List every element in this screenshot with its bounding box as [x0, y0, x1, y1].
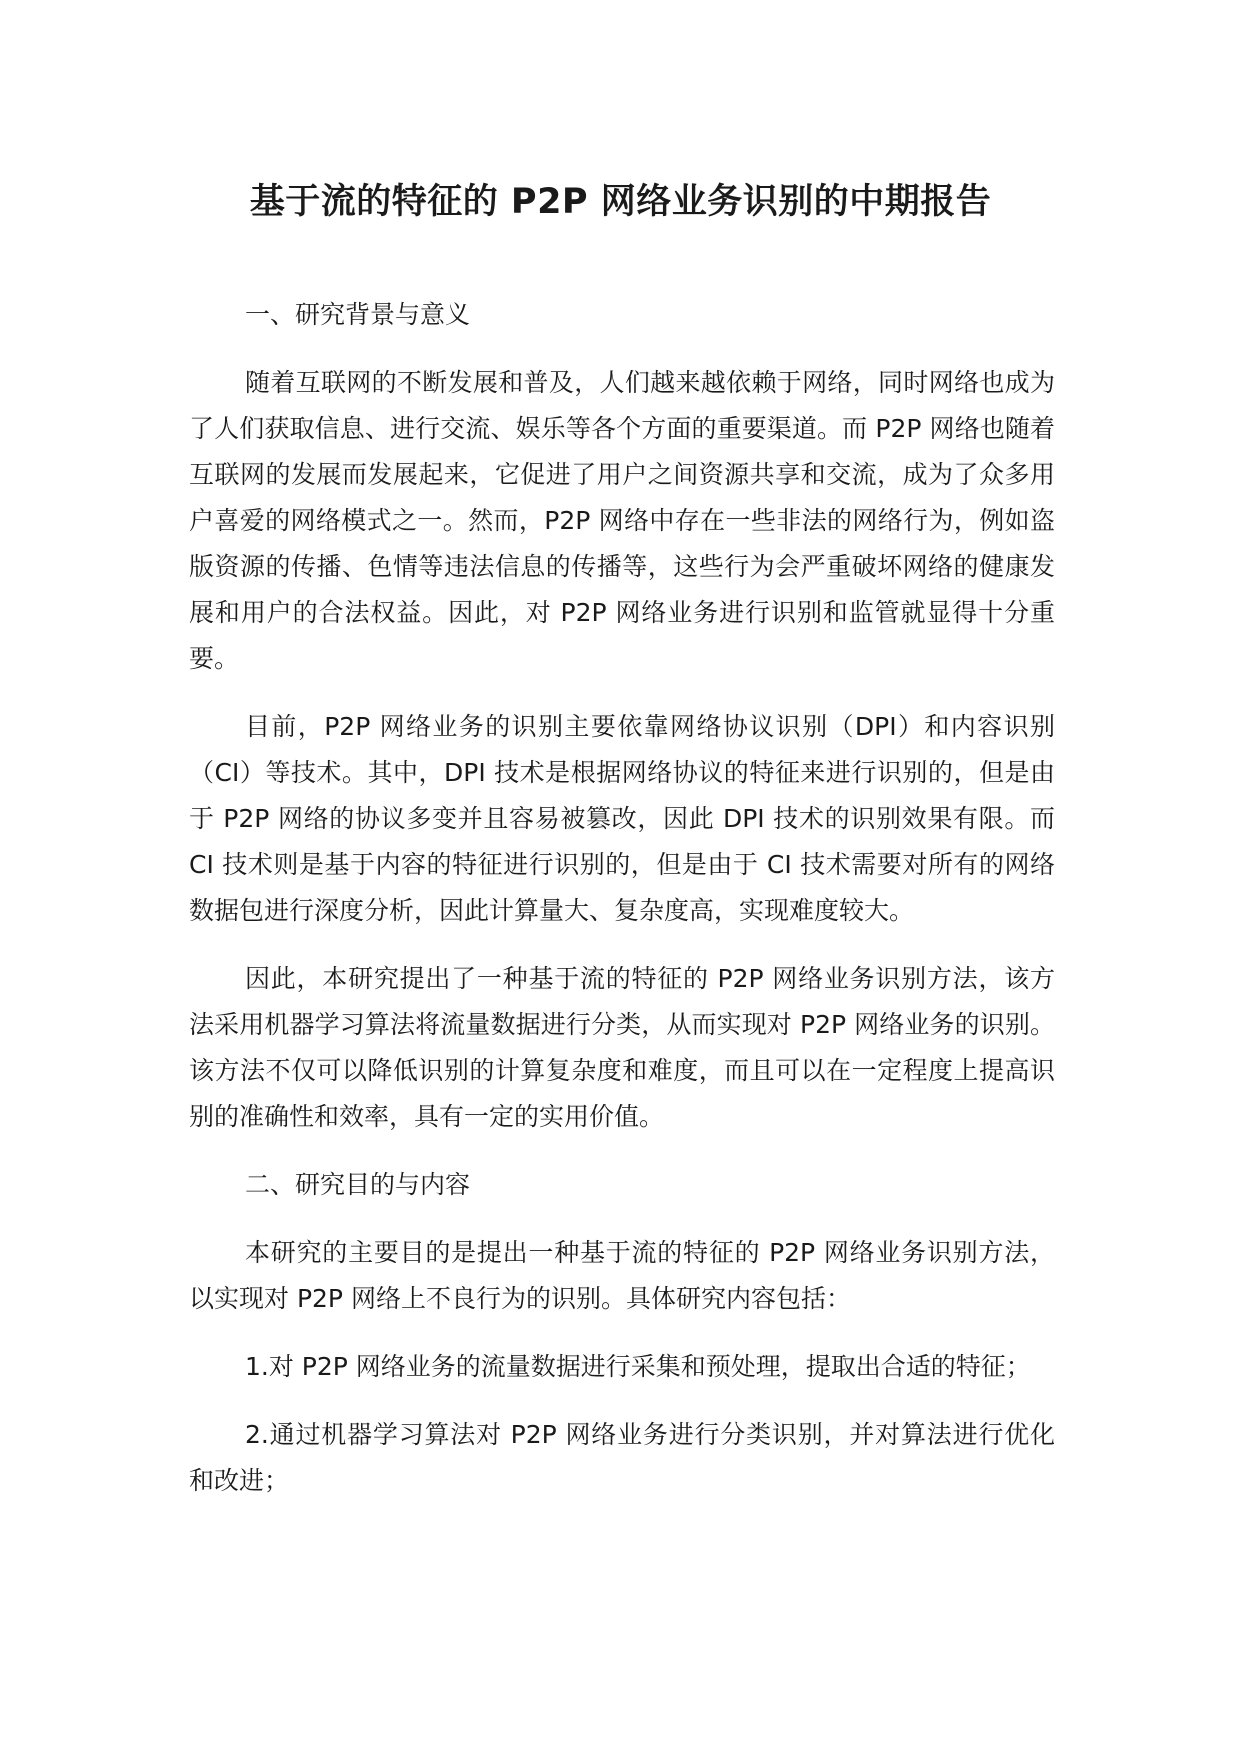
paragraph-objectives: 本研究的主要目的是提出一种基于流的特征的 P2P 网络业务识别方法，以实现对 P2P 网络上不良行为的识别。具体研究内容包括：: [189, 1238, 1055, 1313]
paragraph-proposed-method: 因此，本研究提出了一种基于流的特征的 P2P 网络业务识别方法，该方法采用机器学习算法将流量数据进行分类，从而实现对 P2P 网络业务的识别。该方法不仅可以降低识别的计算复杂度和难度，而且可以在一定程度上提高识别的准确性和效率，具有一定的实用价值。: [189, 964, 1055, 1131]
paragraph-background: 随着互联网的不断发展和普及，人们越来越依赖于网络，同时网络也成为了人们获取信息、进行交流、娱乐等各个方面的重要渠道。而 P2P 网络也随着互联网的发展而发展起来，它促进了用户之间资源共享和交流，成为了众多用户喜爱的网络模式之一。然而，P2P 网络中存在一些非法的网络行为，例如盗版资源的传播、色情等违法信息的传播等，这些行为会严重破坏网络的健康发展和用户的合法权益。因此，对 P2P 网络业务进行识别和监管就显得十分重要。: [189, 368, 1055, 673]
section-heading-objectives: 二、研究目的与内容: [245, 1170, 471, 1199]
section-heading-background: 一、研究背景与意义: [245, 300, 471, 329]
list-item-2: 2.通过机器学习算法对 P2P 网络业务进行分类识别，并对算法进行优化和改进；: [189, 1420, 1055, 1495]
document-body: [189, 292, 1055, 1526]
list-item-1: 1.对 P2P 网络业务的流量数据进行采集和预处理，提取出合适的特征；: [245, 1352, 1031, 1381]
paragraph-current-techniques: 目前，P2P 网络业务的识别主要依靠网络协议识别（DPI）和内容识别（CI）等技术。其中，DPI 技术是根据网络协议的特征来进行识别的，但是由于 P2P 网络的协议多变并且容易被篡改，因此 DPI 技术的识别效果有限。而 CI 技术则是基于内容的特征进行识别的，但是由于 CI 技术需要对所有的网络数据包进行深度分析，因此计算量大、复杂度高，实现难度较大。: [189, 712, 1055, 925]
document-title: 基于流的特征的 P2P 网络业务识别的中期报告: [249, 182, 992, 222]
